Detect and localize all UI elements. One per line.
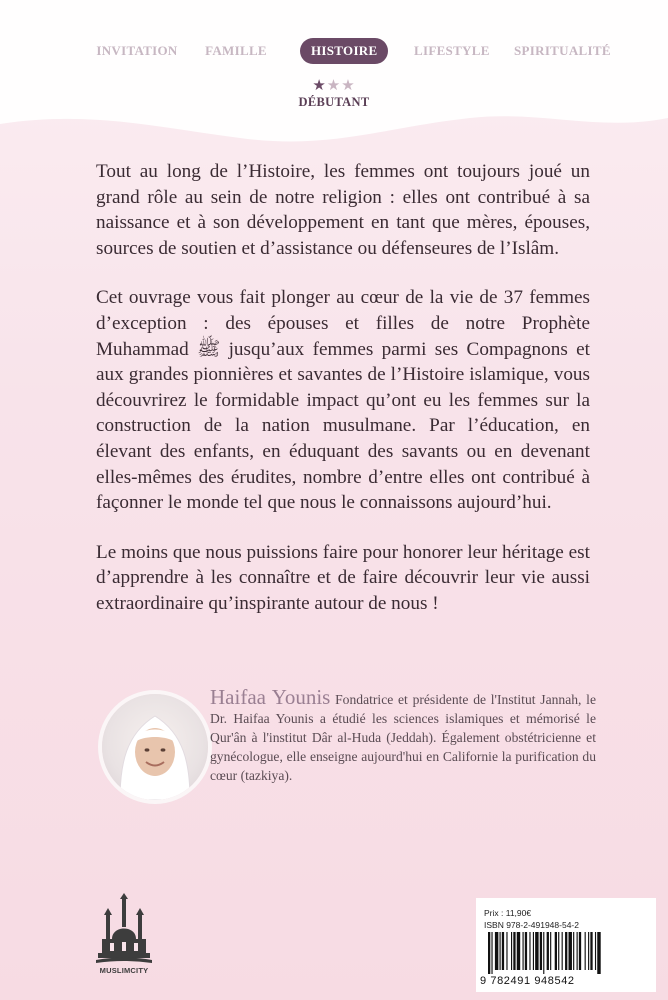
author-name: Haifaa Younis bbox=[210, 685, 331, 709]
category-nav bbox=[0, 38, 668, 66]
isbn-text: ISBN 978-2-491948-54-2 bbox=[484, 920, 579, 930]
barcode-label bbox=[476, 898, 656, 992]
top-wave-band bbox=[0, 0, 668, 150]
publisher-logo bbox=[96, 893, 152, 983]
paragraph-1: Tout au long de l’Histoire, les femmes ont toujours joué un grand rôle au sein de notre religion : elles ont contribué à sa naissance et à son développement en tant que mères, épouses, sources de soutien et d’assistance ou défenseures de l’Islâm. bbox=[96, 161, 590, 259]
barcode-icon bbox=[484, 932, 648, 974]
wave-decoration bbox=[0, 0, 668, 150]
author-portrait bbox=[102, 694, 208, 800]
author-bio bbox=[210, 685, 596, 785]
author-section bbox=[96, 685, 596, 808]
price-text: Prix : 11,90€ bbox=[484, 908, 532, 918]
level-label: DÉBUTANT bbox=[298, 95, 370, 109]
star-empty-icon: ★ bbox=[326, 78, 342, 94]
tab-famille[interactable]: FAMILLE bbox=[205, 43, 267, 58]
paragraph-2: Cet ouvrage vous fait plonger au cœur de la vie de 37 femmes d’exception : des épouses et filles de notre Prophète Muhammad ﷺ jusqu’aux femmes parmi ses Compagnons et aux grandes pionnières et savantes de l’Histoire islamique, vous découvrirez le formidable impact qu’ont eu les femmes sur la construction de la nation musulmane. Par l’éducation, en élevant des enfants, en éduquant des savants ou en devenant elles-mêmes des érudites, nombre d’entre elles ont contribué à façonner le monde tel que nous le connaissons aujourd’hui. bbox=[96, 287, 590, 514]
star-empty-icon: ★ bbox=[341, 78, 356, 94]
publisher-name: MUSLIMCITY bbox=[99, 966, 149, 975]
difficulty-level bbox=[0, 78, 668, 110]
author-avatar bbox=[102, 694, 208, 800]
tab-invitation[interactable]: INVITATION bbox=[96, 43, 178, 58]
star-filled-icon: ★ bbox=[312, 78, 327, 94]
barcode-digits: 9 782491 948542 bbox=[480, 975, 575, 987]
star-rating bbox=[0, 78, 668, 94]
mosque-logo-icon bbox=[96, 893, 152, 965]
author-bio-text: Fondatrice et présidente de l'Institut Jannah, le Dr. Haifaa Younis a étudié les sciences islamiques et mémorisé le Qur'ân à l'institut Dâr al-Huda (Jeddah). Également obstétricienne et gynécologue, elle enseigne aujourd'hui en Californie la purification du cœur (tazkiya). bbox=[210, 692, 596, 783]
tab-lifestyle[interactable]: LIFESTYLE bbox=[414, 43, 490, 58]
paragraph-3: Le moins que nous puissions faire pour honorer leur héritage est d’apprendre à les connaître et de faire découvrir leur vie aussi extraordinaire qu’inspirante autour de nous ! bbox=[96, 541, 590, 614]
tab-spiritualite[interactable]: SPIRITUALITÉ bbox=[514, 43, 611, 58]
tab-histoire[interactable]: HISTOIRE bbox=[300, 38, 388, 64]
back-cover-text bbox=[96, 159, 590, 641]
